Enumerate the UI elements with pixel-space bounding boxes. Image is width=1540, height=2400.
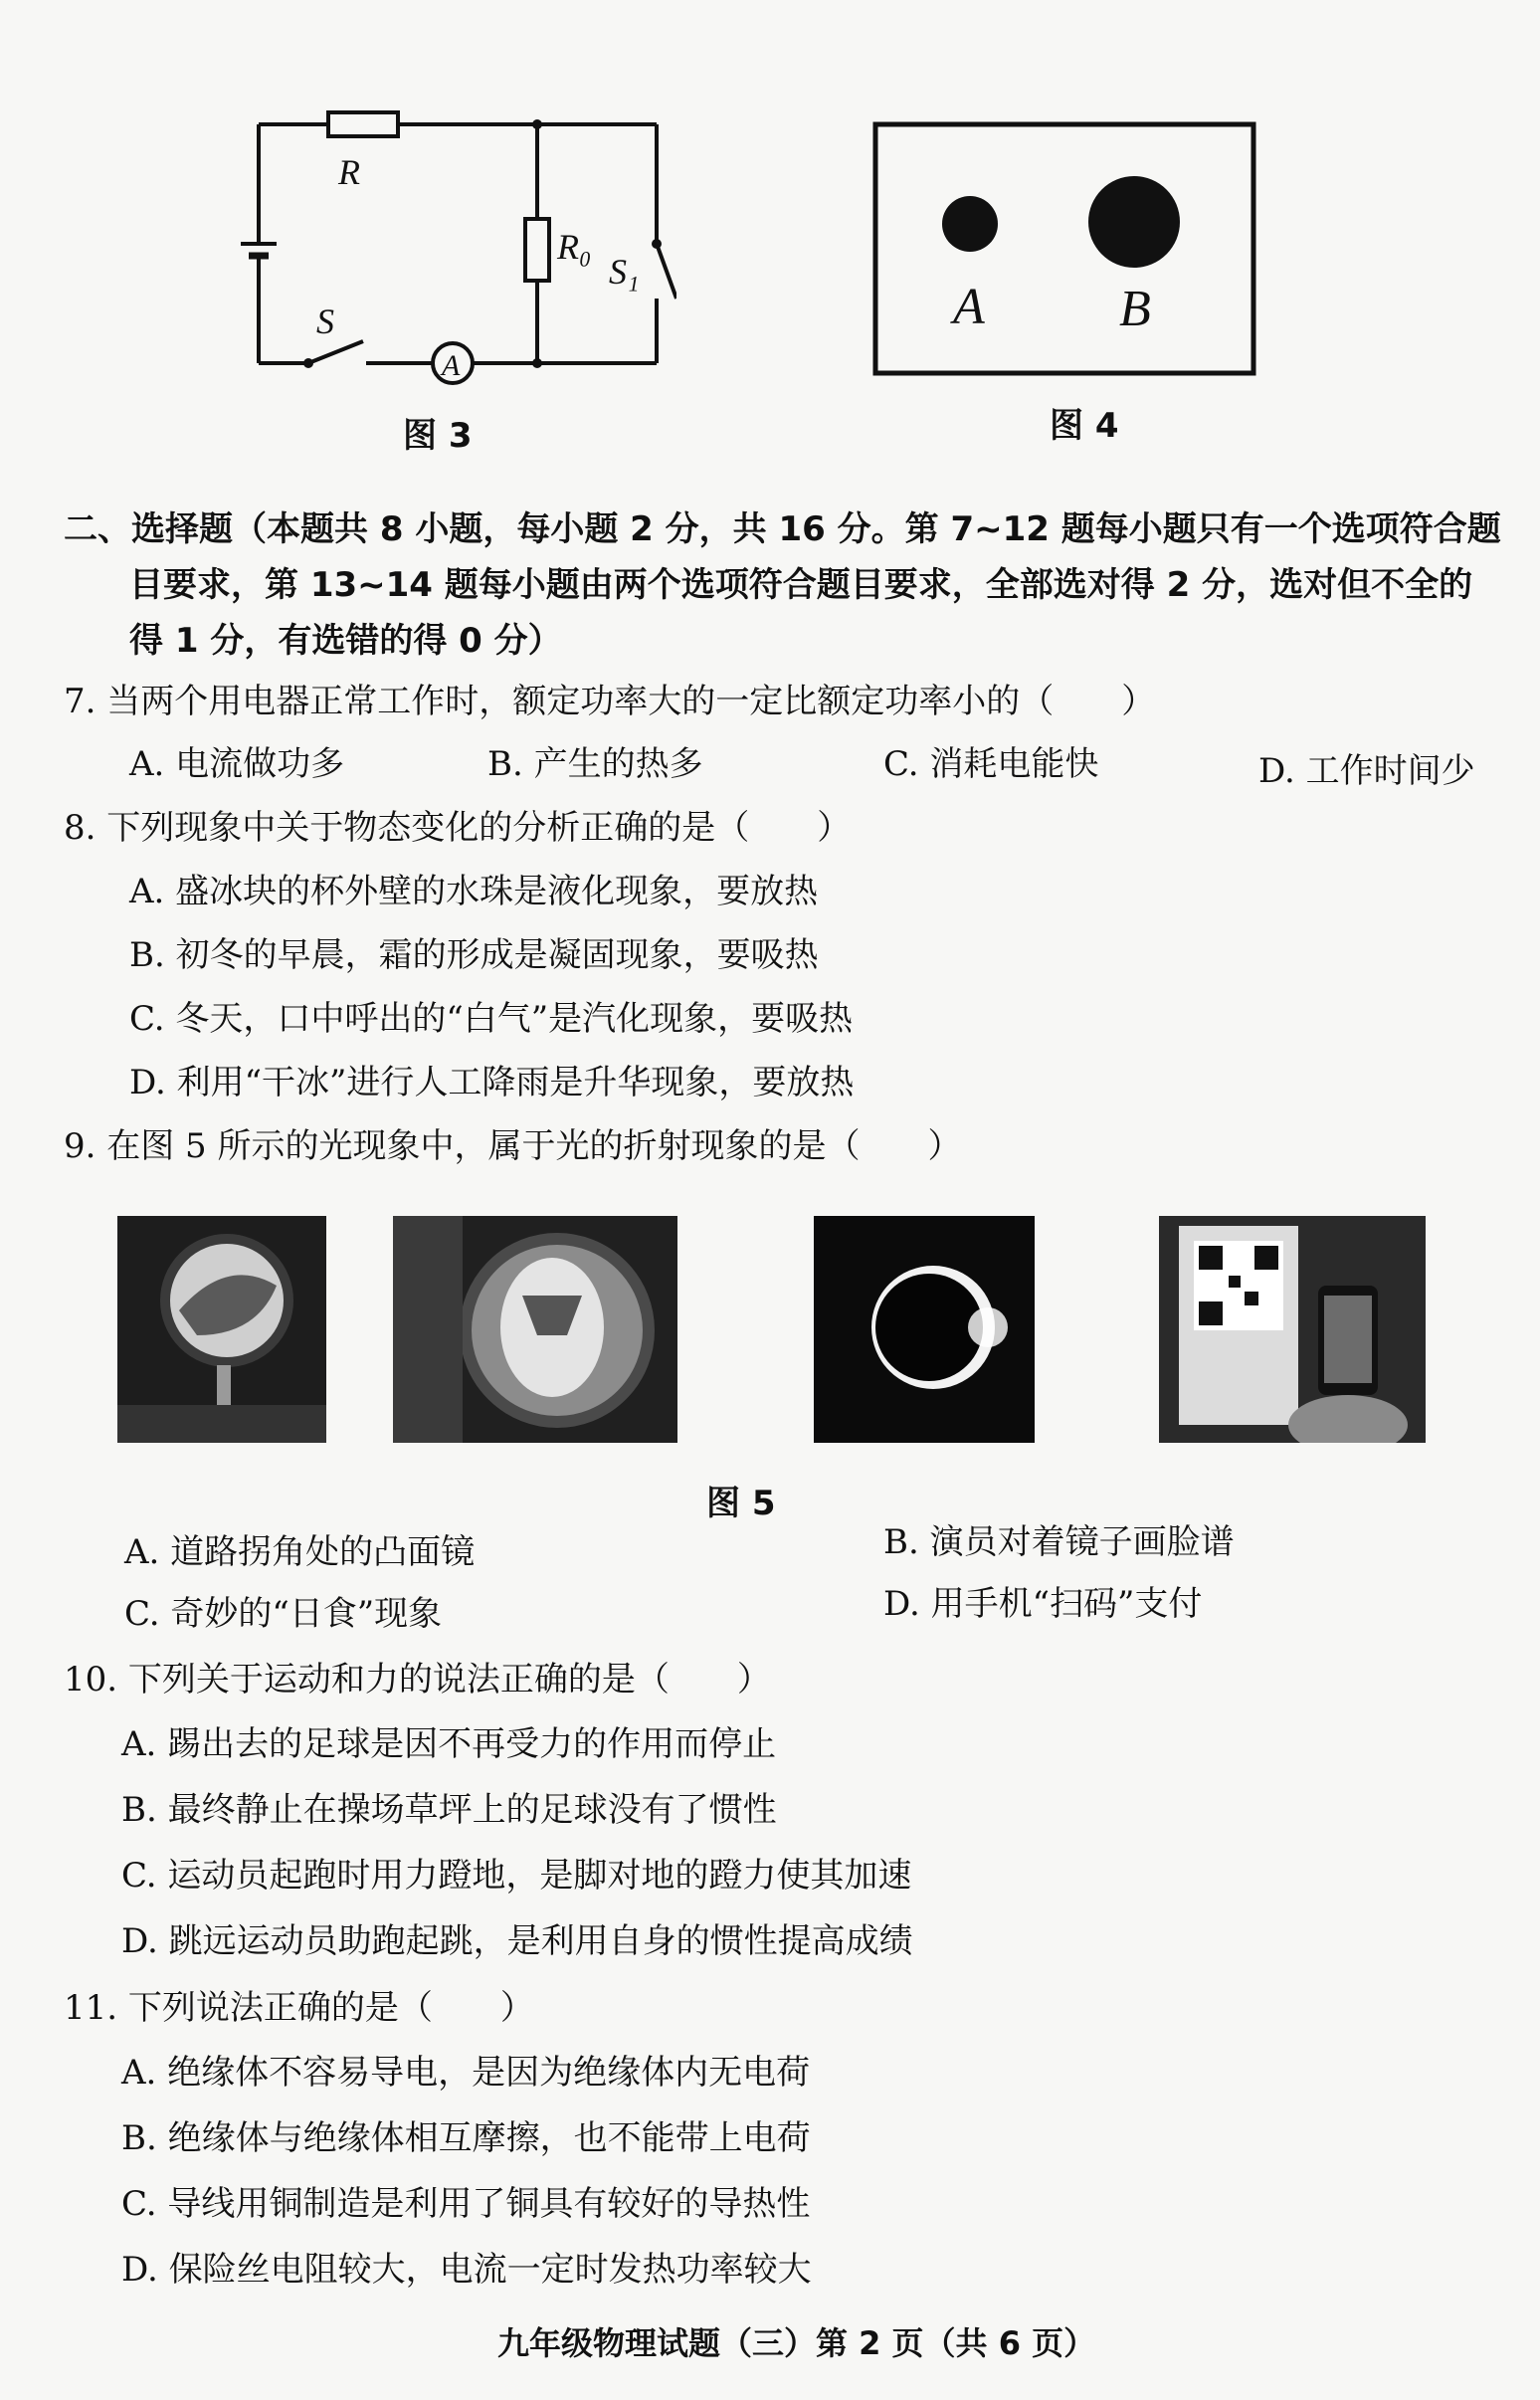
figure5-caption: 图 5 <box>706 1484 776 1523</box>
q10-option-d: D. 跳远运动员助跑起跳，是利用自身的惯性提高成绩 <box>121 1921 913 1961</box>
figure4-diagram <box>866 114 1263 393</box>
q9-option-a: A. 道路拐角处的凸面镜 <box>124 1532 476 1572</box>
question-7-stem: 7. 当两个用电器正常工作时，额定功率大的一定比额定功率小的（ ） <box>64 682 1156 721</box>
question-9-stem: 9. 在图 5 所示的光现象中，属于光的折射现象的是（ ） <box>64 1126 962 1166</box>
resistor-r0 <box>525 219 549 281</box>
label-ammeter: A <box>442 349 461 382</box>
dot-b <box>1088 176 1180 268</box>
q7-option-b: B. 产生的热多 <box>487 744 703 784</box>
label-b: B <box>1119 281 1151 337</box>
section-header-line2: 目要求，第 13~14 题每小题由两个选项符合题目要求，全部选对得 2 分，选对但不全的 <box>129 565 1473 605</box>
q11-option-d: D. 保险丝电阻较大，电流一定时发热功率较大 <box>121 2250 812 2290</box>
q8-option-b: B. 初冬的早晨，霜的形成是凝固现象，要吸热 <box>129 935 819 975</box>
photo-phone-scan-qr <box>1159 1216 1426 1443</box>
section-header-line3: 得 1 分，有选错的得 0 分） <box>129 621 562 661</box>
q10-option-b: B. 最终静止在操场草坪上的足球没有了惯性 <box>121 1790 777 1830</box>
q7-option-c: C. 消耗电能快 <box>883 744 1099 784</box>
q7-option-a: A. 电流做功多 <box>129 744 345 784</box>
dot-a <box>942 196 998 252</box>
q8-option-c: C. 冬天，口中呼出的“白气”是汽化现象，要吸热 <box>129 999 854 1039</box>
q9-option-b: B. 演员对着镜子画脸谱 <box>883 1522 1235 1562</box>
photo-solar-eclipse <box>814 1216 1035 1443</box>
question-8-stem: 8. 下列现象中关于物态变化的分析正确的是（ ） <box>64 808 852 848</box>
figure3-caption: 图 3 <box>403 416 473 456</box>
photo-convex-mirror <box>117 1216 326 1443</box>
question-11-stem: 11. 下列说法正确的是（ ） <box>64 1988 534 2028</box>
q11-option-c: C. 导线用铜制造是利用了铜具有较好的导热性 <box>121 2184 811 2224</box>
label-s1: S₁ <box>609 252 640 292</box>
resistor-r <box>328 112 398 136</box>
q10-option-a: A. 踢出去的足球是因不再受力的作用而停止 <box>121 1724 777 1764</box>
q7-option-d: D. 工作时间少 <box>1258 751 1475 791</box>
q9-option-d: D. 用手机“扫码”支付 <box>883 1584 1203 1624</box>
q11-option-a: A. 绝缘体不容易导电，是因为绝缘体内无电荷 <box>121 2053 811 2093</box>
q9-option-c: C. 奇妙的“日食”现象 <box>124 1594 443 1634</box>
q11-option-b: B. 绝缘体与绝缘体相互摩擦，也不能带上电荷 <box>121 2118 811 2158</box>
figure4-caption: 图 4 <box>1050 406 1119 446</box>
label-r0: R₀ <box>557 227 592 267</box>
page-footer: 九年级物理试题（三）第 2 页（共 6 页） <box>497 2324 1096 2362</box>
q10-option-c: C. 运动员起跑时用力蹬地，是脚对地的蹬力使其加速 <box>121 1856 912 1896</box>
q8-option-d: D. 利用“干冰”进行人工降雨是升华现象，要放热 <box>129 1063 855 1102</box>
label-s: S <box>316 301 334 341</box>
q8-option-a: A. 盛冰块的杯外壁的水珠是液化现象，要放热 <box>129 872 819 911</box>
question-10-stem: 10. 下列关于运动和力的说法正确的是（ ） <box>64 1660 771 1700</box>
label-r: R <box>338 152 360 192</box>
section-header-line1: 二、选择题（本题共 8 小题，每小题 2 分，共 16 分。第 7~12 题每小题只有一个选项符合题 <box>64 509 1501 549</box>
photo-opera-mask <box>393 1216 677 1443</box>
circuit-diagram <box>229 95 676 393</box>
label-a: A <box>953 279 985 335</box>
